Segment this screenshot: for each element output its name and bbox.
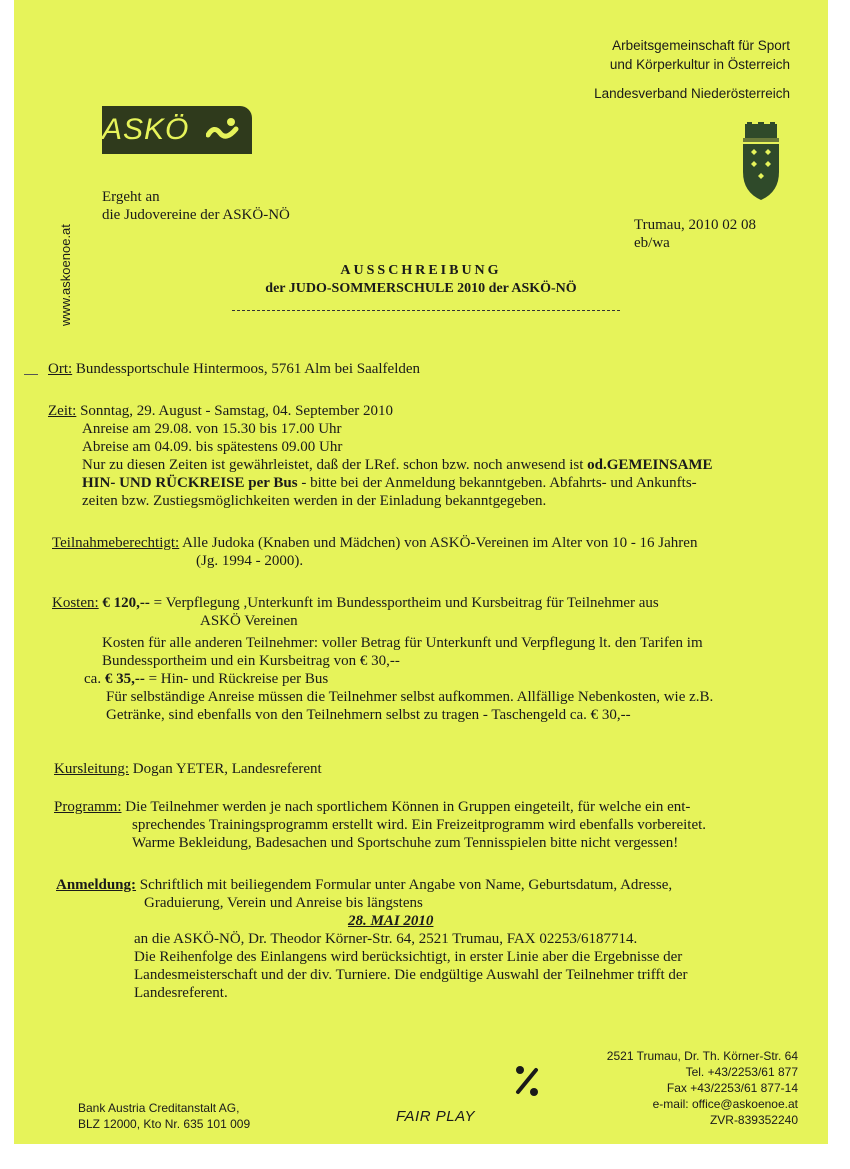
zeit-line4: Nur zu diesen Zeiten ist gewährleistet, daß der LRef. schon bzw. noch anwesend ist <box>82 457 588 473</box>
kosten-line1: = Verpflegung ,Unterkunft im Bundessportheim und Kursbeitrag für Teilnehmer aus <box>153 595 659 611</box>
kosten-line7: Getränke, sind ebenfalls von den Teilnehmern selbst zu tragen - Taschengeld ca. € 30,-- <box>106 707 631 723</box>
section-kursleitung <box>54 760 322 778</box>
anmeldung-label: Anmeldung: <box>56 877 137 893</box>
bank-line1: Bank Austria Creditanstalt AG, <box>78 1101 240 1115</box>
teilnahme-line2: (Jg. 1994 - 2000). <box>196 553 304 569</box>
zeit-label: Zeit: <box>48 403 77 419</box>
bank-line2: BLZ 12000, Kto Nr. 635 101 009 <box>78 1117 251 1131</box>
zeit-line5-bold: HIN- UND RÜCKREISE per Bus <box>82 475 298 491</box>
website-url: www.askoenoe.at <box>58 224 73 326</box>
zeit-line5: - bitte bei der Anmeldung bekanntgeben. Abfahrts- und Ankunfts- <box>297 475 697 491</box>
bank-details <box>78 1100 250 1132</box>
recipient-block <box>102 188 290 224</box>
date-reference <box>634 216 756 252</box>
title-line1: AUSSCHREIBUNG <box>340 263 502 278</box>
letter-date: Trumau, 2010 02 08 <box>634 217 756 233</box>
anmeldung-line1: Schriftlich mit beiliegendem Formular unter Angabe von Name, Geburtsdatum, Adresse, <box>136 877 673 893</box>
anmeldung-deadline: 28. MAI 2010 <box>348 913 434 929</box>
section-ort <box>48 360 420 378</box>
teilnahme-label: Teilnahmeberechtigt: <box>52 535 180 551</box>
organization-header <box>594 36 790 103</box>
org-name-line2: und Körperkultur in Österreich <box>609 57 790 72</box>
zeit-line2: Anreise am 29.08. von 15.30 bis 17.00 Uhr <box>82 421 342 437</box>
coat-of-arms-icon <box>739 122 783 202</box>
org-name-line1: Arbeitsgemeinschaft für Sport <box>612 38 790 53</box>
zeit-line3: Abreise am 04.09. bis spätestens 09.00 Uhr <box>82 439 343 455</box>
section-programm <box>54 798 706 852</box>
fair-play-icon <box>512 1064 542 1098</box>
programm-label: Programm: <box>54 799 122 815</box>
kosten-amount2: € 35,-- <box>104 671 149 687</box>
kosten-line5: = Hin- und Rückreise per Bus <box>148 671 329 687</box>
section-kosten <box>52 594 713 724</box>
kosten-line4: Bundessportheim und ein Kursbeitrag von € 30,-- <box>102 653 400 669</box>
anmeldung-line2: Graduierung, Verein und Anreise bis längstens <box>144 895 423 911</box>
programm-line1: Die Teilnehmer werden je nach sportlichem Können in Gruppen eingeteilt, für welche ein ent- <box>121 799 691 815</box>
programm-line3: Warme Bekleidung, Badesachen und Sportschuhe zum Tennisspielen bitte nicht vergessen! <box>132 835 679 851</box>
margin-mark <box>24 374 38 375</box>
contact-address: 2521 Trumau, Dr. Th. Körner-Str. 64 <box>606 1049 798 1063</box>
kosten-amount2-prefix: ca. <box>84 671 105 687</box>
reference-code: eb/wa <box>634 235 670 251</box>
section-anmeldung <box>56 876 688 1002</box>
kursleitung-text: Dogan YETER, Landesreferent <box>129 761 322 777</box>
ort-label: Ort: <box>48 361 73 377</box>
contact-phone: Tel. +43/2253/61 877 <box>685 1065 798 1079</box>
zeit-line6: zeiten bzw. Zustiegsmöglichkeiten werden in der Einladung bekanntgegeben. <box>82 493 547 509</box>
kosten-line2: ASKÖ Vereinen <box>200 613 298 629</box>
section-zeit <box>48 402 713 510</box>
anmeldung-line4: Die Reihenfolge des Einlangens wird berücksichtigt, in erster Linie aber die Ergebnisse der <box>134 949 683 965</box>
logo-text: ASKÖ <box>102 113 190 146</box>
section-teilnahme <box>52 534 697 570</box>
fair-play-slogan: FAIR PLAY <box>396 1108 475 1125</box>
zeit-line1: Sonntag, 29. August - Samstag, 04. September 2010 <box>76 403 393 419</box>
ort-text: Bundessportschule Hintermoos, 5761 Alm bei Saalfelden <box>72 361 421 377</box>
programm-line2: sprechendes Trainingsprogramm erstellt wird. Ein Freizeitprogramm wird ebenfalls vorbereitet. <box>132 817 707 833</box>
askoe-figure-icon <box>206 117 240 143</box>
kursleitung-label: Kursleitung: <box>54 761 129 777</box>
contact-fax: Fax +43/2253/61 877-14 <box>666 1081 798 1095</box>
recipient-line2: die Judovereine der ASKÖ-NÖ <box>102 207 290 223</box>
kosten-label: Kosten: <box>52 595 99 611</box>
askoe-logo <box>102 106 252 154</box>
contact-details <box>607 1048 798 1128</box>
anmeldung-line6: Landesreferent. <box>134 985 228 1001</box>
zeit-line4-bold: od.GEMEINSAME <box>587 457 713 473</box>
contact-zvr: ZVR-839352240 <box>709 1113 798 1127</box>
document-title <box>14 262 828 298</box>
contact-email: e-mail: office@askoenoe.at <box>652 1097 798 1111</box>
anmeldung-line3: an die ASKÖ-NÖ, Dr. Theodor Körner-Str. 64, 2521 Trumau, FAX 02253/6187714. <box>134 931 638 947</box>
kosten-amount1: € 120,-- <box>98 595 154 611</box>
letter-page <box>14 0 828 1144</box>
recipient-line1: Ergeht an <box>102 189 160 205</box>
anmeldung-line5: Landesmeisterschaft und der div. Turniere. Die endgültige Auswahl der Teilnehmer trifft der <box>134 967 688 983</box>
title-divider <box>232 310 620 311</box>
kosten-line6: Für selbständige Anreise müssen die Teilnehmer selbst aufkommen. Allfällige Nebenkosten, wie z.B. <box>106 689 714 705</box>
kosten-line3: Kosten für alle anderen Teilnehmer: voller Betrag für Unterkunft und Verpflegung lt. den Tarifen im <box>102 635 703 651</box>
teilnahme-line1: Alle Judoka (Knaben und Mädchen) von ASKÖ-Vereinen im Alter von 10 - 16 Jahren <box>179 535 698 551</box>
title-line2: der JUDO-SOMMERSCHULE 2010 der ASKÖ-NÖ <box>265 281 577 296</box>
org-region: Landesverband Niederösterreich <box>594 86 790 101</box>
